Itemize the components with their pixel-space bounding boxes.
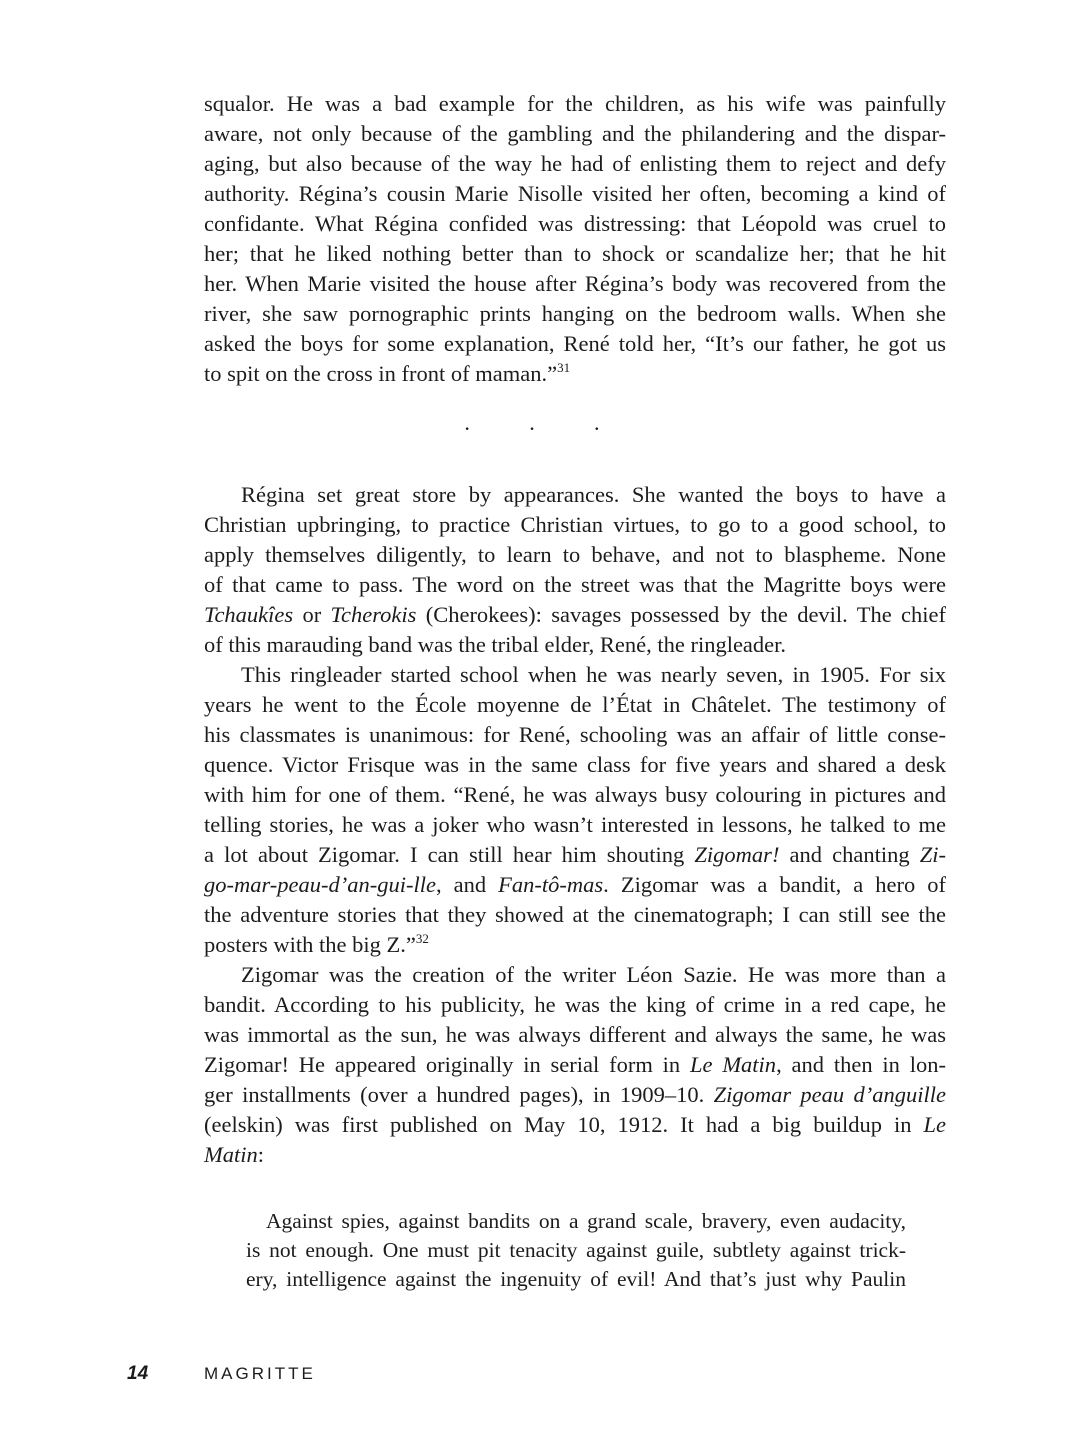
section-break: · · · (463, 416, 627, 441)
text-segment: (Cherokees): savages possessed by the devil. The chief (416, 602, 946, 627)
text-line: was immortal as the sun, he was always different and always the same, he was (204, 1022, 946, 1047)
block-quote-line: ery, intelligence against the ingenuity of evil! And that’s just why Paulin (246, 1267, 906, 1291)
italic-term: Le (923, 1112, 946, 1137)
text-line: of that came to pass. The word on the street was that the Magritte boys were (204, 572, 946, 597)
footnote-marker[interactable]: 32 (415, 931, 429, 946)
text-line: with him for one of them. “René, he was always busy colouring in pictures and (204, 782, 946, 807)
text-segment: to spit on the cross in front of maman.” (204, 361, 558, 386)
text-line: Christian upbringing, to practice Christian virtues, to go to a good school, to (204, 512, 946, 537)
italic-term: Zigomar! (694, 842, 780, 867)
text-line: the adventure stories that they showed at the cinematograph; I can still see the (204, 902, 946, 927)
text-line: quence. Victor Frisque was in the same class for five years and shared a desk (204, 752, 946, 777)
italic-term: Matin (204, 1142, 258, 1167)
text-segment: or (293, 602, 331, 627)
text-line (204, 1050, 946, 1080)
text-segment: , and then in lon- (776, 1052, 946, 1077)
block-quote-line: is not enough. One must pit tenacity against guile, subtlety against trick- (246, 1238, 906, 1262)
text-line: confidante. What Régina confided was distressing: that Léopold was cruel to (204, 211, 946, 236)
text-line (204, 1110, 946, 1140)
text-segment: ger installments (over a hundred pages), in 1909–10. (204, 1082, 714, 1107)
block-quote-line: Against spies, against bandits on a grand scale, bravery, even audacity, (266, 1209, 906, 1233)
text-line: apply themselves diligently, to learn to behave, and not to blaspheme. None (204, 542, 946, 567)
text-line (204, 870, 946, 900)
text-line: aware, not only because of the gambling and the philandering and the dispar- (204, 121, 946, 146)
text-line: her; that he liked nothing better than to shock or scandalize her; that he hit (204, 241, 946, 266)
text-line: years he went to the École moyenne de l’État in Châtelet. The testimony of (204, 692, 946, 717)
text-line: Régina set great store by appearances. She wanted the boys to have a (241, 482, 946, 507)
text-line: authority. Régina’s cousin Marie Nisolle visited her often, becoming a kind of (204, 181, 946, 206)
text-line (204, 1080, 946, 1110)
text-line: asked the boys for some explanation, René told her, “It’s our father, he got us (204, 331, 946, 356)
italic-term: Tchaukîes (204, 602, 294, 627)
text-line: telling stories, he was a joker who wasn’t interested in lessons, he talked to me (204, 812, 946, 837)
text-line: his classmates is unanimous: for René, schooling was an affair of little conse- (204, 722, 946, 747)
text-line: bandit. According to his publicity, he was the king of crime in a red cape, he (204, 992, 946, 1017)
text-segment: a lot about Zigomar. I can still hear him shouting (204, 842, 695, 867)
text-line (204, 600, 946, 630)
text-line: Zigomar was the creation of the writer Léon Sazie. He was more than a (241, 962, 946, 987)
text-segment: posters with the big Z.” (204, 932, 416, 957)
italic-term: Zigomar peau d’anguille (713, 1082, 946, 1107)
italic-term: Le Matin (689, 1052, 777, 1077)
text-line: This ringleader started school when he was nearly seven, in 1905. For six (241, 662, 946, 687)
text-line: of this marauding band was the tribal elder, René, the ringleader. (204, 632, 787, 657)
running-title: MAGRITTE (204, 1364, 316, 1383)
text-segment: and chanting (779, 842, 920, 867)
text-line: squalor. He was a bad example for the children, as his wife was painfully (204, 91, 946, 116)
text-line (204, 1140, 946, 1170)
italic-term: Fan-tô-mas (498, 872, 604, 897)
text-segment: : (257, 1142, 265, 1167)
italic-term: go-mar-peau-d’an-gui-lle (204, 872, 436, 897)
italic-term: Tcherokis (330, 602, 417, 627)
text-line: aging, but also because of the way he had of enlisting them to reject and defy (204, 151, 946, 176)
text-line (204, 930, 946, 960)
text-line: her. When Marie visited the house after Régina’s body was recovered from the (204, 271, 946, 296)
italic-term: Zi- (919, 842, 947, 867)
text-line (204, 840, 946, 870)
text-segment: . Zigomar was a bandit, a hero of (603, 872, 946, 897)
page-number: 14 (127, 1363, 149, 1384)
text-segment: Zigomar! He appeared originally in serial form in (204, 1052, 690, 1077)
text-line: river, she saw pornographic prints hanging on the bedroom walls. When she (204, 301, 946, 326)
text-line (204, 359, 946, 389)
text-segment: (eelskin) was first published on May 10, 1912. It had a big buildup in (204, 1112, 924, 1137)
footnote-marker[interactable]: 31 (557, 360, 571, 375)
text-segment: , and (436, 872, 499, 897)
